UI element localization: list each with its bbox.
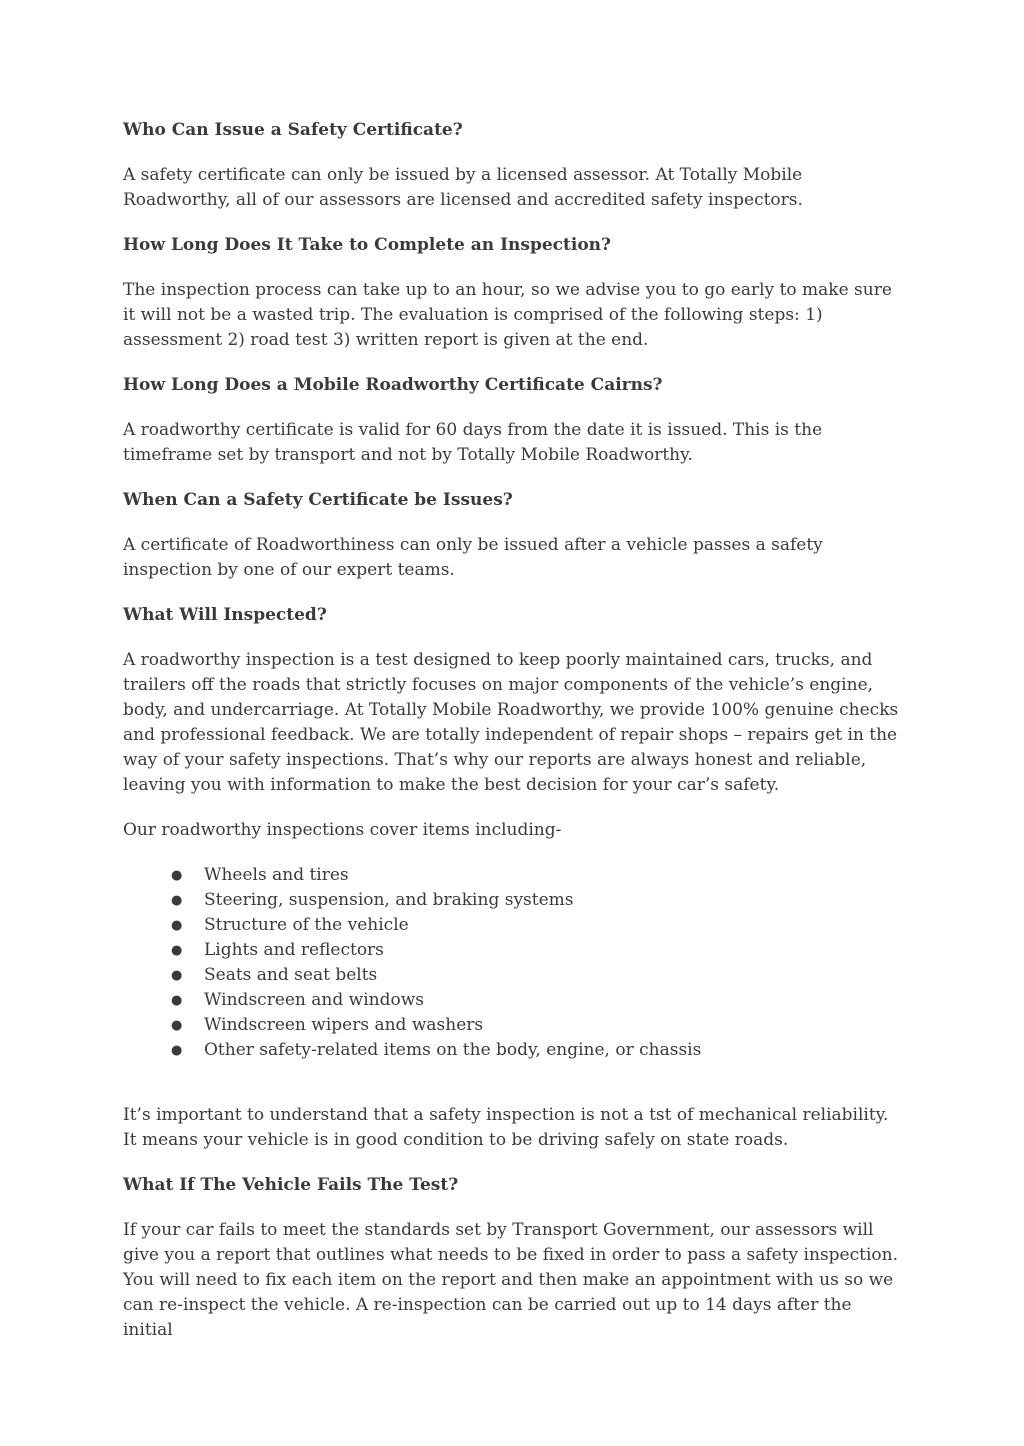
- bullet-icon: ●: [171, 918, 183, 933]
- list-item-label: Seats and seat belts: [204, 965, 378, 985]
- list-item-label: Structure of the vehicle: [204, 915, 409, 935]
- bullet-icon: ●: [171, 1043, 183, 1058]
- list-item: [123, 938, 903, 963]
- paragraph-when-issued: A certificate of Roadworthiness can only be issued after a vehicle passes a safety inspection by one of our expert teams.: [123, 535, 823, 580]
- paragraph-how-long-inspection: The inspection process can take up to an hour, so we advise you to go early to make sure it will not be a wasted trip. The evaluation is comprised of the following steps: 1) assessment 2) road test 3) written report is given at the end.: [123, 280, 892, 350]
- paragraph-who-can-issue: A safety certificate can only be issued by a licensed assessor. At Totally Mobile Roadworthy, all of our assessors are licensed and accredited safety inspectors.: [123, 165, 803, 210]
- list-item: [123, 863, 903, 888]
- heading-who-can-issue: Who Can Issue a Safety Certificate?: [123, 120, 463, 140]
- bullet-icon: ●: [171, 1018, 183, 1033]
- list-item-label: Steering, suspension, and braking systems: [204, 890, 574, 910]
- list-item: [123, 963, 903, 988]
- paragraph-what-inspected: A roadworthy inspection is a test designed to keep poorly maintained cars, trucks, and trailers off the roads that strictly focuses on major components of the vehicle’s engine, body, and undercarriage. At Totally Mobile Roadworthy, we provide 100% genuine checks and professional feedback. We are totally independent of repair shops – repairs get in the way of your safety inspections. That’s why our reports are always honest and reliable, leaving you with information to make the best decision for your car’s safety.: [123, 650, 899, 795]
- list-item: [123, 888, 903, 913]
- list-item-label: Lights and reflectors: [204, 940, 384, 960]
- bullet-icon: ●: [171, 968, 183, 983]
- heading-what-inspected: What Will Inspected?: [123, 605, 327, 625]
- paragraph-certificate-validity: A roadworthy certificate is valid for 60 days from the date it is issued. This is the timeframe set by transport and not by Totally Mobile Roadworthy.: [123, 420, 823, 465]
- list-item-label: Other safety-related items on the body, engine, or chassis: [204, 1040, 702, 1060]
- list-item-label: Wheels and tires: [204, 865, 349, 885]
- document-page: [123, 118, 903, 1363]
- blank-line: [123, 1083, 903, 1103]
- paragraph-inspection-note: It’s important to understand that a safety inspection is not a tst of mechanical reliability. It means your vehicle is in good condition to be driving safely on state roads.: [123, 1105, 889, 1150]
- heading-when-issued: When Can a Safety Certificate be Issues?: [123, 490, 513, 510]
- bullet-icon: ●: [171, 893, 183, 908]
- heading-vehicle-fails: What If The Vehicle Fails The Test?: [123, 1175, 459, 1195]
- heading-certificate-validity: How Long Does a Mobile Roadworthy Certificate Cairns?: [123, 375, 663, 395]
- paragraph-items-intro: Our roadworthy inspections cover items including-: [123, 820, 562, 840]
- bullet-icon: ●: [171, 868, 183, 883]
- list-item-label: Windscreen and windows: [204, 990, 424, 1010]
- list-item: [123, 913, 903, 938]
- heading-how-long-inspection: How Long Does It Take to Complete an Inspection?: [123, 235, 611, 255]
- list-item: [123, 1038, 903, 1063]
- list-item: [123, 1013, 903, 1038]
- inspection-items-list: [123, 863, 903, 1063]
- list-item-label: Windscreen wipers and washers: [204, 1015, 484, 1035]
- bullet-icon: ●: [171, 993, 183, 1008]
- list-item: [123, 988, 903, 1013]
- paragraph-vehicle-fails: If your car fails to meet the standards set by Transport Government, our assessors will give you a report that outlines what needs to be fixed in order to pass a safety inspection. You will need to fix each item on the report and then make an appointment with us so we can re-inspect the vehicle. A re-inspection can be carried out up to 14 days after the initial: [123, 1220, 898, 1340]
- bullet-icon: ●: [171, 943, 183, 958]
